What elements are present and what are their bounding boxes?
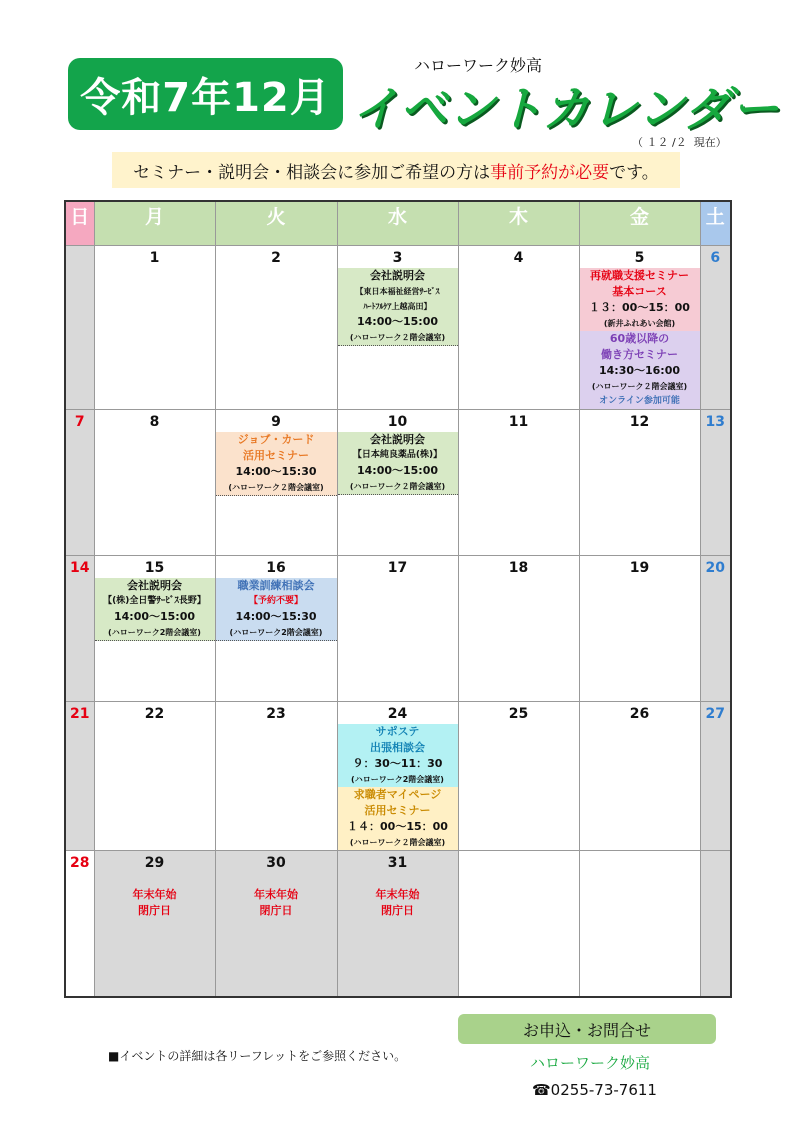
event-title: 活用セミナー <box>243 449 309 462</box>
day-cell <box>94 702 215 851</box>
as-of-date: （ １２ /２ 現在） <box>632 136 727 149</box>
day-cell <box>579 410 700 556</box>
day-cell-sat <box>700 410 731 556</box>
day-cell <box>215 556 337 702</box>
event-title: 会社説明会 <box>370 269 425 282</box>
day-cell-empty <box>458 851 579 998</box>
day-number: 25 <box>508 706 529 722</box>
week-row <box>65 556 731 702</box>
day-number: 27 <box>705 706 725 722</box>
week-row <box>65 246 731 410</box>
day-number: 3 <box>392 250 403 266</box>
weekday-header-row <box>65 201 731 246</box>
event-title: 基本コース <box>612 285 667 298</box>
contact-org: ハローワーク妙高 <box>530 1054 651 1072</box>
day-number: 13 <box>705 414 725 430</box>
day-number: 4 <box>513 250 524 266</box>
event-mypage-seminar[interactable] <box>338 787 458 850</box>
event-time: １４：00～15：00 <box>347 820 448 833</box>
day-cell-closed <box>337 851 458 998</box>
day-cell <box>215 702 337 851</box>
day-number: 23 <box>266 706 286 722</box>
event-time: 14:00～15:00 <box>356 464 439 477</box>
weekday-thu: 木 <box>458 201 579 246</box>
day-number: 7 <box>74 414 85 430</box>
event-company-briefing[interactable] <box>338 432 458 495</box>
event-company-briefing[interactable] <box>95 578 215 641</box>
day-cell <box>337 410 458 556</box>
day-cell <box>458 556 579 702</box>
day-number: 26 <box>629 706 650 722</box>
event-place: (ハローワーク2階会議室) <box>351 775 444 784</box>
day-cell <box>215 246 337 410</box>
event-over60-seminar[interactable] <box>580 331 700 409</box>
event-place: (ハローワーク２階会議室) <box>228 483 324 492</box>
day-cell <box>337 556 458 702</box>
day-cell <box>94 246 215 410</box>
day-number: 28 <box>70 855 90 871</box>
day-number: 9 <box>271 414 281 430</box>
event-place: (ハローワーク2階会議室) <box>108 628 201 637</box>
day-number: 16 <box>266 560 286 576</box>
event-title: 60歳以降の <box>609 332 670 345</box>
event-place: (ハローワーク2階会議室) <box>229 628 323 637</box>
week-row <box>65 702 731 851</box>
weekday-mon: 月 <box>94 201 215 246</box>
day-cell-empty <box>700 851 731 998</box>
contact-label: お申込・お問合せ <box>458 1014 716 1044</box>
holiday-label: 年末年始 閉庁日 <box>254 888 298 917</box>
day-number: 8 <box>149 414 160 430</box>
day-cell <box>458 410 579 556</box>
day-number: 1 <box>149 250 160 266</box>
day-cell-sun <box>65 556 94 702</box>
event-title: 働き方セミナー <box>601 348 678 361</box>
day-number: 29 <box>144 855 165 871</box>
day-cell-sun <box>65 702 94 851</box>
event-company: 【(株)全日警ｻｰﾋﾞｽ長野】 <box>103 596 206 606</box>
event-title: 再就職支援セミナー <box>590 269 689 282</box>
day-cell <box>579 702 700 851</box>
day-cell <box>337 246 458 410</box>
event-time: 14:00～15:00 <box>356 315 439 328</box>
day-cell <box>337 702 458 851</box>
event-company: ﾊｰﾄﾌﾙｹｱ上越高田】 <box>363 302 432 311</box>
day-cell <box>94 556 215 702</box>
day-cell <box>215 410 337 556</box>
event-calendar-title: イベントカレンダー <box>352 82 780 137</box>
day-cell <box>458 702 579 851</box>
day-number: 22 <box>144 706 165 722</box>
day-number: 30 <box>266 855 286 871</box>
day-cell-sat <box>700 702 731 851</box>
day-number: 31 <box>387 855 408 871</box>
org-name-top: ハローワーク妙高 <box>414 56 543 75</box>
day-cell-sun <box>65 410 94 556</box>
day-number: 5 <box>634 250 645 266</box>
day-number: 2 <box>271 250 281 266</box>
event-place: (新井ふれあい会館) <box>603 319 676 328</box>
day-cell-sat <box>700 246 731 410</box>
day-cell <box>94 410 215 556</box>
event-jobcard-seminar[interactable] <box>216 432 337 496</box>
event-reemployment-seminar[interactable] <box>580 268 700 331</box>
event-title: 出張相談会 <box>370 741 425 754</box>
event-time: 14:00～15:30 <box>235 610 317 623</box>
day-cell-empty <box>579 851 700 998</box>
event-training-consultation[interactable] <box>216 578 337 641</box>
contact-phone[interactable]: ☎0255-73-7611 <box>532 1081 657 1099</box>
day-number: 14 <box>70 560 90 576</box>
day-number: 24 <box>387 706 408 722</box>
event-note: 【予約不要】 <box>248 596 303 606</box>
week-row <box>65 410 731 556</box>
event-company: 【東日本福祉経営ｻｰﾋﾞｽ <box>355 287 440 296</box>
event-place: (ハローワーク２階会議室) <box>349 482 446 491</box>
event-company-briefing[interactable] <box>338 268 458 346</box>
event-title: ジョブ・カード <box>237 433 315 446</box>
day-number: 6 <box>710 250 721 266</box>
day-number: 18 <box>508 560 529 576</box>
day-number: 15 <box>144 560 165 576</box>
event-title: 会社説明会 <box>127 579 182 592</box>
day-number: 10 <box>387 414 408 430</box>
event-title: 活用セミナー <box>364 804 431 817</box>
event-title: 職業訓練相談会 <box>237 579 315 592</box>
weekday-wed: 水 <box>337 201 458 246</box>
weekday-tue: 火 <box>215 201 337 246</box>
day-number: 19 <box>629 560 650 576</box>
notice-text-end: です。 <box>609 162 659 183</box>
day-cell-empty <box>65 246 94 410</box>
event-company: 【日本純良薬品(株)】 <box>352 450 443 460</box>
event-place: (ハローワーク２階会議室) <box>349 838 446 847</box>
day-cell-sun <box>65 851 94 998</box>
day-cell-closed <box>94 851 215 998</box>
week-row <box>65 851 731 998</box>
holiday-label: 年末年始 閉庁日 <box>375 888 420 917</box>
weekday-fri: 金 <box>579 201 700 246</box>
weekday-sun: 日 <box>65 201 94 246</box>
day-cell-sat <box>700 556 731 702</box>
event-time: 14:00～15:00 <box>113 610 196 623</box>
leaflet-note: ■イベントの詳細は各リーフレットをご参照ください。 <box>108 1049 407 1063</box>
reservation-notice <box>112 152 680 188</box>
event-time: ９：30～11：30 <box>352 757 443 770</box>
month-title: 令和7年12月 <box>68 58 343 130</box>
event-time: １３：00～15：00 <box>589 301 690 314</box>
notice-text: セミナー・説明会・相談会に参加ご希望の方は <box>133 162 491 183</box>
holiday-label: 年末年始 閉庁日 <box>132 888 177 917</box>
day-number: 20 <box>705 560 725 576</box>
event-title: サポステ <box>375 725 420 738</box>
event-online-note: オンライン参加可能 <box>599 396 680 406</box>
event-time: 14:30～16:00 <box>598 364 681 377</box>
event-place: (ハローワーク２階会議室) <box>591 382 688 391</box>
day-cell <box>458 246 579 410</box>
day-number: 12 <box>629 414 650 430</box>
notice-highlight: 事前予約が必要 <box>490 162 610 183</box>
event-place: (ハローワーク２階会議室) <box>349 333 446 342</box>
day-number: 11 <box>508 414 529 430</box>
event-time: 14:00～15:30 <box>235 465 317 478</box>
day-cell-closed <box>215 851 337 998</box>
day-number: 17 <box>387 560 408 576</box>
event-title: 求職者マイページ <box>353 788 442 801</box>
event-title: 会社説明会 <box>370 433 425 446</box>
day-cell <box>579 556 700 702</box>
day-number: 21 <box>70 706 90 722</box>
day-cell <box>579 246 700 410</box>
event-saposute-consultation[interactable] <box>338 724 458 787</box>
calendar-grid <box>64 200 732 998</box>
weekday-sat: 土 <box>700 201 731 246</box>
